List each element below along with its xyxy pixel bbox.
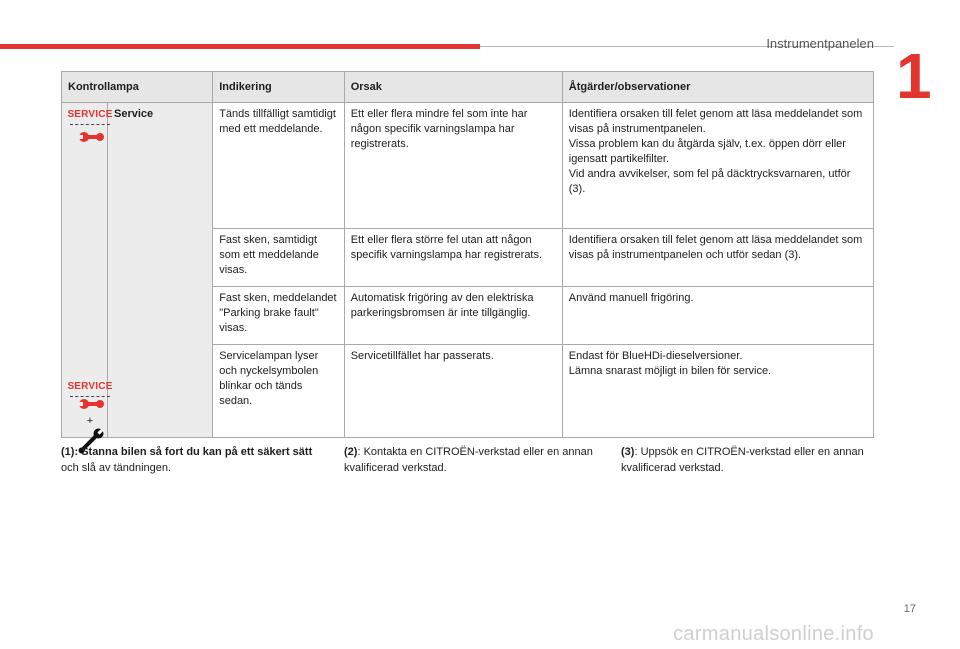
action-cell bbox=[562, 229, 873, 287]
column-header-lamp: Kontrollampa bbox=[62, 72, 213, 103]
footnote-marker: (3) bbox=[621, 446, 635, 458]
action-line: Endast för BlueHDi-dieselversioner. bbox=[568, 350, 743, 362]
action-cell bbox=[562, 345, 873, 438]
warning-name: Service bbox=[108, 103, 213, 438]
lamp-icons-cell bbox=[62, 103, 113, 438]
wrench-icon bbox=[62, 125, 118, 147]
footnote-1: (1): Stanna bilen så fort du kan på ett säkert sätt och slå av tändningen. bbox=[61, 446, 313, 474]
indication-cell: Fast sken, samtidigt som ett meddelande visas. bbox=[213, 229, 344, 287]
footnote-text: : Kontakta en CITROËN-verkstad eller en annan kvalificerad verkstad. bbox=[344, 446, 593, 474]
footnote-text: och slå av tändningen. bbox=[61, 462, 172, 474]
footnote-marker: (2) bbox=[344, 446, 358, 458]
service-lamp-icon bbox=[62, 107, 118, 152]
header-red-bar bbox=[0, 44, 480, 49]
indication-cell: Tänds tillfälligt samtidigt med ett meddelande. bbox=[213, 103, 344, 229]
footnote-text: : Uppsök en CITROËN-verkstad eller en annan kvalificerad verkstad. bbox=[621, 446, 864, 474]
action-cell bbox=[562, 103, 873, 229]
section-title: Instrumentpanelen bbox=[766, 36, 874, 51]
footnote-bold-text: Stanna bilen så fort du kan på ett säkert sätt bbox=[81, 446, 313, 458]
column-header-cause: Orsak bbox=[344, 72, 562, 103]
small-wrench-icon bbox=[62, 397, 118, 411]
plus-sign: + bbox=[86, 415, 94, 427]
footnote-marker: (1) bbox=[61, 446, 75, 458]
column-header-indication: Indikering bbox=[213, 72, 344, 103]
action-line: Vid andra avvikelser, som fel på däcktrycksvarnaren, utför (3). bbox=[568, 168, 851, 195]
footnote-3 bbox=[621, 444, 871, 476]
action-line: Vissa problem kan du åtgärda själv, t.ex. öppen dörr eller igensatt partikelfilter. bbox=[568, 138, 846, 165]
table-header-row bbox=[62, 72, 874, 103]
indication-cell: Fast sken, meddelandet "Parking brake fault" visas. bbox=[213, 287, 344, 345]
chapter-number: 1 bbox=[896, 40, 932, 112]
footnote-2 bbox=[344, 444, 594, 476]
action-cell bbox=[562, 287, 873, 345]
watermark: carmanualsonline.info bbox=[673, 623, 874, 645]
warning-lamp-table bbox=[61, 71, 874, 438]
indication-cell: Servicelampan lyser och nyckelsymbolen blinkar och tänds sedan. bbox=[213, 345, 344, 438]
cause-cell: Automatisk frigöring av den elektriska parkeringsbromsen är inte tillgänglig. bbox=[344, 287, 562, 345]
cause-cell: Ett eller flera mindre fel som inte har någon specifik varningslampa har registrerats. bbox=[344, 103, 562, 229]
action-line: Identifiera orsaken till felet genom att läsa meddelandet som visas på instrumentpanelen och utför sedan (3). bbox=[568, 234, 863, 261]
action-line: Lämna snarast möjligt in bilen för service. bbox=[568, 365, 772, 377]
page-number: 17 bbox=[903, 603, 916, 615]
table-row bbox=[62, 103, 874, 229]
service-icon-label: SERVICE bbox=[67, 109, 113, 120]
action-line: Identifiera orsaken till felet genom att läsa meddelandet som visas på instrumentpanelen. bbox=[568, 108, 863, 135]
column-header-action: Åtgärder/observationer bbox=[562, 72, 873, 103]
cause-cell: Servicetillfället har passerats. bbox=[344, 345, 562, 438]
service-icon-label-bottom: SERVICE bbox=[67, 381, 113, 392]
action-line: Använd manuell frigöring. bbox=[568, 292, 694, 304]
cause-cell: Ett eller flera större fel utan att någon specifik varningslampa har registrerats. bbox=[344, 229, 562, 287]
